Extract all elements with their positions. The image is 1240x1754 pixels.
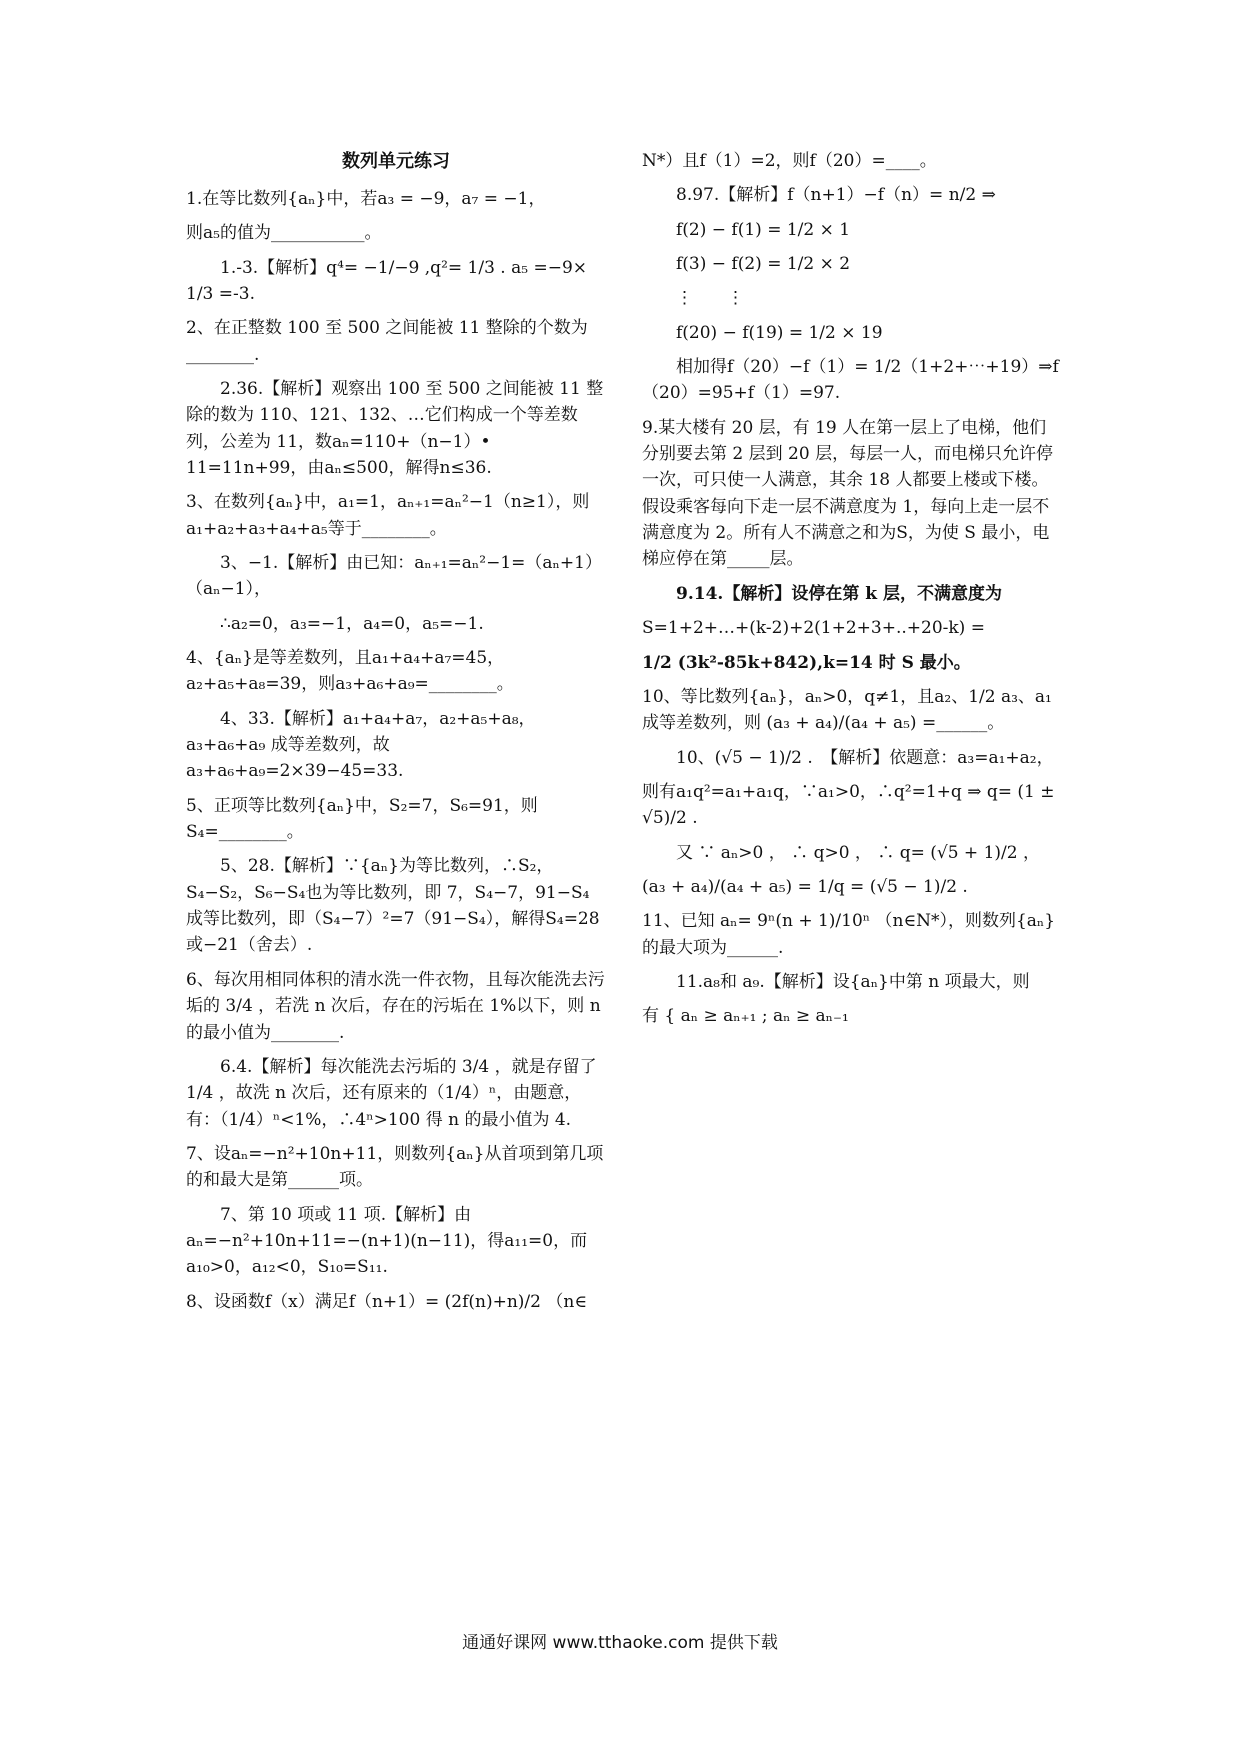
text-s10d: (a₃ + a₄)/(a₄ + a₅) = 1/q = (√5 − 1)/2 . [642, 876, 968, 897]
text-q5: 5、正项等比数列{aₙ}中，S₂=7，S₆=91，则S₄=________。 [186, 795, 538, 843]
text-q10: 10、等比数列{aₙ}，aₙ>0，q≠1，且a₂、1/2 a₃、a₁成等差数列，则 (a₃ + a₄)/(a₄ + a₅) =______。 [642, 686, 1052, 734]
text-q1a: 1.在等比数列{aₙ}中，若a₃ = −9，a₇ = −1， [186, 188, 546, 209]
text-q11: 11、已知 aₙ= 9ⁿ(n + 1)/10ⁿ （n∈N*），则数列{aₙ}的最大项为______. [642, 911, 1056, 958]
text-s9a: 9.14.【解析】设停在第 k 层，不满意度为 [676, 583, 1002, 604]
text-s8f: 相加得f（20）−f（1）= 1/2（1+2+⋯+19）⇒f（20）=95+f（1）=97. [642, 357, 1059, 404]
text-s8a: 8.97.【解析】f（n+1）−f（n）= n/2 ⇒ [676, 185, 996, 206]
text-q4: 4、{aₙ}是等差数列，且a₁+a₄+a₇=45，a₂+a₅+a₈=39，则a₃+a₆+a₉=________。 [186, 648, 514, 695]
text-q9: 9.某大楼有 20 层，有 19 人在第一层上了电梯，他们分别要去第 2 层到 20 层，每层一人，而电梯只允许停一次，可只使一人满意，其余 18 人都要上楼或下楼。假设乘客每向下走一层不满意度为 1，每向上走一层不满意度为 2。所有人不满意之和为S，为使 S 最小，电梯应停在第_____层。 [642, 417, 1054, 570]
text-q8: 8、设函数f（x）满足f（n+1）= (2f(n)+n)/2 （n∈ [186, 1291, 587, 1312]
text-s5: 5、28.【解析】∵{aₙ}为等比数列，∴S₂，S₄−S₂，S₆−S₄也为等比数列，即 7，S₄−7，91−S₄成等比数列，即（S₄−7）²=7（91−S₄），解得S₄=28或−21（舍去）. [186, 856, 600, 956]
text-s10b: 则有a₁q²=a₁+a₁q，∵a₁>0，∴q²=1+q ⇒ q= (1 ± √5)/2 . [642, 781, 1055, 829]
right-column [642, 148, 1062, 1038]
text-s3b: ∴a₂=0，a₃=−1，a₄=0，a₅=−1. [220, 613, 484, 634]
text-q1b: 则a₅的值为___________。 [186, 223, 382, 244]
text-title: 数列单元练习 [342, 151, 450, 172]
text-s10c: 又 ∵ aₙ>0 ， ∴ q>0 ， ∴ q= (√5 + 1)/2 ， [676, 842, 1040, 863]
text-s9c: 1/2 (3k²-85k+842),k=14 时 S 最小。 [642, 652, 971, 673]
text-s8e: f(20) − f(19) = 1/2 × 19 [676, 322, 883, 343]
text-s10a: 10、(√5 − 1)/2 . 【解析】依题意：a₃=a₁+a₂， [676, 747, 1054, 768]
text-s9b: S=1+2+…+(k-2)+2(1+2+3+..+20-k) = [642, 618, 985, 639]
text-q2: 2、在正整数 100 至 500 之间能被 11 整除的个数为________. [186, 318, 588, 365]
left-column [186, 148, 606, 1323]
text-q6: 6、每次用相同体积的清水洗一件衣物，且每次能洗去污垢的 3/4 ，若洗 n 次后，存在的污垢在 1%以下，则 n 的最小值为________. [186, 969, 605, 1043]
text-q8b: N*）且f（1）=2，则f（20）=____。 [642, 151, 937, 171]
text-s8c: f(3) − f(2) = 1/2 × 2 [676, 254, 851, 275]
text-s8d: ⋮ ⋮ [676, 288, 744, 309]
text-s11a: 11.a₈和 a₉.【解析】设{aₙ}中第 n 项最大，则 [676, 971, 1030, 992]
text-s3a: 3、−1.【解析】由已知：aₙ₊₁=aₙ²−1=（aₙ+1）（aₙ−1）， [186, 553, 602, 600]
page-footer: 通通好课网 www.tthaoke.com 提供下载 [462, 1633, 778, 1653]
text-s1: 1.-3.【解析】q⁴= −1/−9 ,q²= 1/3 . a₅ =−9× 1/3 =-3. [186, 257, 588, 304]
text-s7: 7、第 10 项或 11 项.【解析】由aₙ=−n²+10n+11=−(n+1)(n−11)，得a₁₁=0，而a₁₀>0，a₁₂<0，S₁₀=S₁₁. [186, 1204, 588, 1278]
text-s11b: 有 { aₙ ≥ aₙ₊₁ ; aₙ ≥ aₙ₋₁ [642, 1006, 849, 1027]
text-s2: 2.36.【解析】观察出 100 至 500 之间能被 11 整除的数为 110、121、132、…它们构成一个等差数列，公差为 11，数aₙ=110+（n−1）• 11=11n+99，由aₙ≤500，解得n≤36. [186, 378, 604, 478]
text-q7: 7、设aₙ=−n²+10n+11，则数列{aₙ}从首项到第几项的和最大是第______项。 [186, 1143, 604, 1191]
text-s8b: f(2) − f(1) = 1/2 × 1 [676, 219, 851, 240]
text-q3: 3、在数列{aₙ}中，a₁=1，aₙ₊₁=aₙ²−1（n≥1），则a₁+a₂+a₃+a₄+a₅等于________。 [186, 492, 590, 539]
text-s4: 4、33.【解析】a₁+a₄+a₇，a₂+a₅+a₈，a₃+a₆+a₉ 成等差数列，故a₃+a₆+a₉=2×39−45=33. [186, 708, 536, 782]
text-s6: 6.4.【解析】每次能洗去污垢的 3/4 ，就是存留了 1/4 ，故洗 n 次后，还有原来的（1/4）ⁿ，由题意，有：（1/4）ⁿ<1%，∴4ⁿ>100 得 n 的最小值为 4. [186, 1056, 597, 1130]
